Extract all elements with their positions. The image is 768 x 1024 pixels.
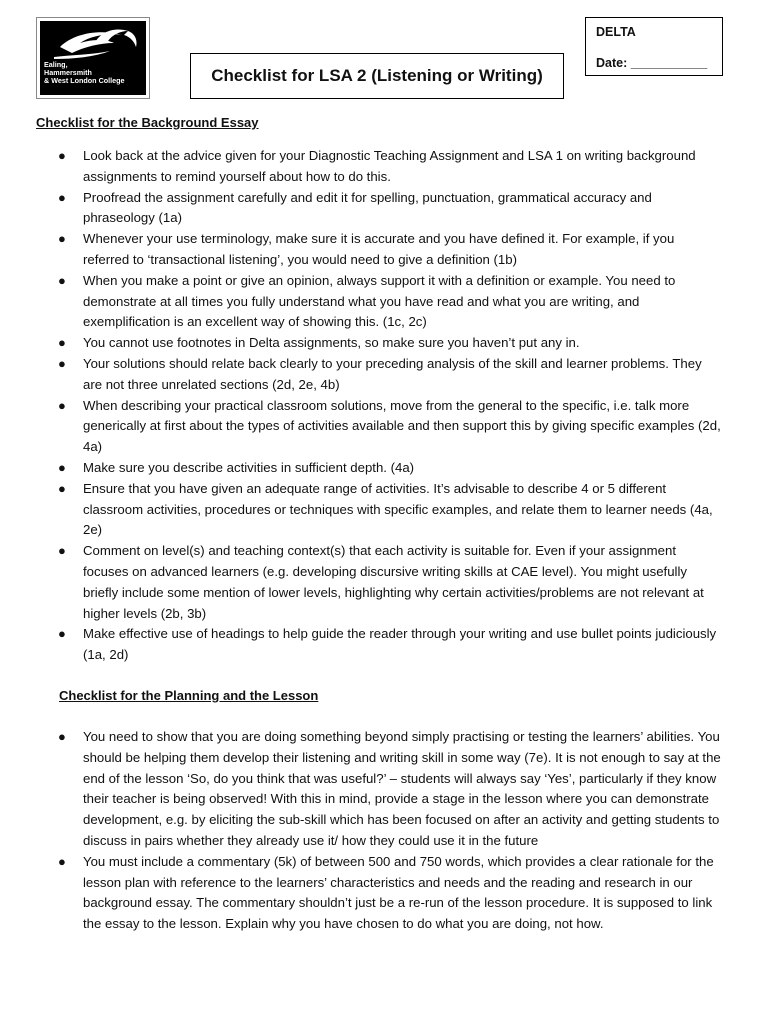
bullet-icon: ●: [58, 397, 66, 413]
list-item-text: Comment on level(s) and teaching context(s) that each activity is suitable for. Even if your assignment focuses on advanced learners (e.g. developing discursive writing skills at CAE level). You might usefully briefly include some mention of lower levels, highlighting why certain activities/problems are not relevant at higher levels (2b, 3b): [83, 543, 704, 621]
list-item: [58, 333, 724, 354]
bullet-icon: ●: [58, 148, 66, 163]
list-item-text: Your solutions should relate back clearly to your preceding analysis of the skill and learner problems. They are not three unrelated sections (2d, 2e, 4b): [83, 355, 702, 392]
list-item: [58, 271, 724, 333]
list-item: [58, 188, 724, 230]
list-item-text: Whenever your use terminology, make sure it is accurate and you have defined it. For example, if you referred to ‘transactional listening’, you would need to give a definition (1b): [83, 231, 675, 267]
bullet-icon: ●: [58, 543, 66, 559]
section-heading-background-essay: Checklist for the Background Essay: [36, 115, 259, 130]
bullet-icon: ●: [58, 272, 66, 288]
bullet-icon: ●: [58, 355, 66, 371]
bullet-icon: ●: [58, 480, 66, 496]
list-item-text: Look back at the advice given for your Diagnostic Teaching Assignment and LSA 1 on writing background assignments to remind yourself about how to do this.: [83, 148, 696, 184]
list-item-text: You need to show that you are doing something beyond simply practising or testing the learners’ abilities. You should be helping them develop their listening and writing skill in some way (7e). It is not enough to say at the end of the lesson ‘So, do you think that was useful?’ – students will always say ‘Yes’, particularly if they know their teacher is being observed! With this in mind, provide a stage in the lesson where you can demonstrate development, e.g. by eliciting the sub-skill which has been focused on after an activity and getting students to discuss in pairs whether they already use it/ how they could use it in the future: [83, 729, 721, 848]
logo-mark: [40, 21, 146, 95]
list-item: [58, 458, 724, 479]
list-item: [58, 396, 724, 458]
bullet-icon: ●: [58, 189, 66, 205]
list-item-text: Make effective use of headings to help guide the reader through your writing and use bullet points judiciously (1a, 2d): [83, 626, 717, 663]
list-item: [58, 146, 724, 188]
list-item: [58, 354, 724, 396]
background-essay-checklist: [58, 146, 724, 666]
logo-text-line: Ealing,: [44, 60, 68, 69]
list-item: [58, 727, 724, 852]
logo-text-line: Hammersmith: [44, 68, 92, 77]
bullet-icon: ●: [58, 459, 66, 475]
bullet-icon: ●: [58, 335, 66, 351]
list-item: [58, 852, 724, 935]
list-item: [58, 624, 724, 666]
bullet-icon: ●: [58, 626, 66, 642]
college-logo: [36, 17, 150, 99]
list-item-text: You must include a commentary (5k) of between 500 and 750 words, which provides a clear rationale for the lesson plan with reference to the learners’ characteristics and needs and the reading and research in our background essay. The commentary shouldn’t just be a re-run of the lesson procedure. It is supposed to link the essay to the lesson. Explain why you have chosen to do what you are doing, not how.: [83, 853, 714, 932]
delta-date-box: [585, 17, 723, 76]
list-item-text: Make sure you describe activities in sufficient depth. (4a): [83, 459, 415, 475]
list-item-text: Ensure that you have given an adequate range of activities. It’s advisable to describe 4 or 5 different classroom activities, procedures or techniques with specific examples, and relate them to learner needs (4a, 2e): [83, 480, 713, 538]
list-item-text: You cannot use footnotes in Delta assignments, so make sure you haven’t put any in.: [83, 335, 580, 351]
bullet-icon: ●: [58, 729, 66, 744]
list-item: [58, 541, 724, 624]
bullet-icon: ●: [58, 231, 66, 247]
bullet-icon: ●: [58, 853, 66, 869]
list-item-text: Proofread the assignment carefully and edit it for spelling, punctuation, grammatical accuracy and phraseology (1a): [83, 189, 652, 226]
date-field: Date: ___________: [596, 56, 708, 70]
document-title-box: [190, 53, 564, 99]
section-heading-planning-lesson: Checklist for the Planning and the Lesson: [59, 688, 319, 703]
list-item-text: When describing your practical classroom solutions, move from the general to the specific, i.e. talk more generically at first about the types of activities available and then support this by giving specific examples (2d, 4a): [83, 397, 721, 455]
list-item-text: When you make a point or give an opinion, always support it with a definition or example. You need to demonstrate at all times you fully understand what you have read and what you are writing, and exemplification is an excellent way of showing this. (1c, 2c): [83, 272, 676, 330]
document-title: Checklist for LSA 2 (Listening or Writing): [211, 66, 543, 85]
list-item: [58, 479, 724, 541]
delta-label: DELTA: [596, 25, 636, 39]
list-item: [58, 229, 724, 271]
planning-lesson-checklist: [58, 727, 724, 935]
logo-text-line: & West London College: [44, 76, 125, 85]
